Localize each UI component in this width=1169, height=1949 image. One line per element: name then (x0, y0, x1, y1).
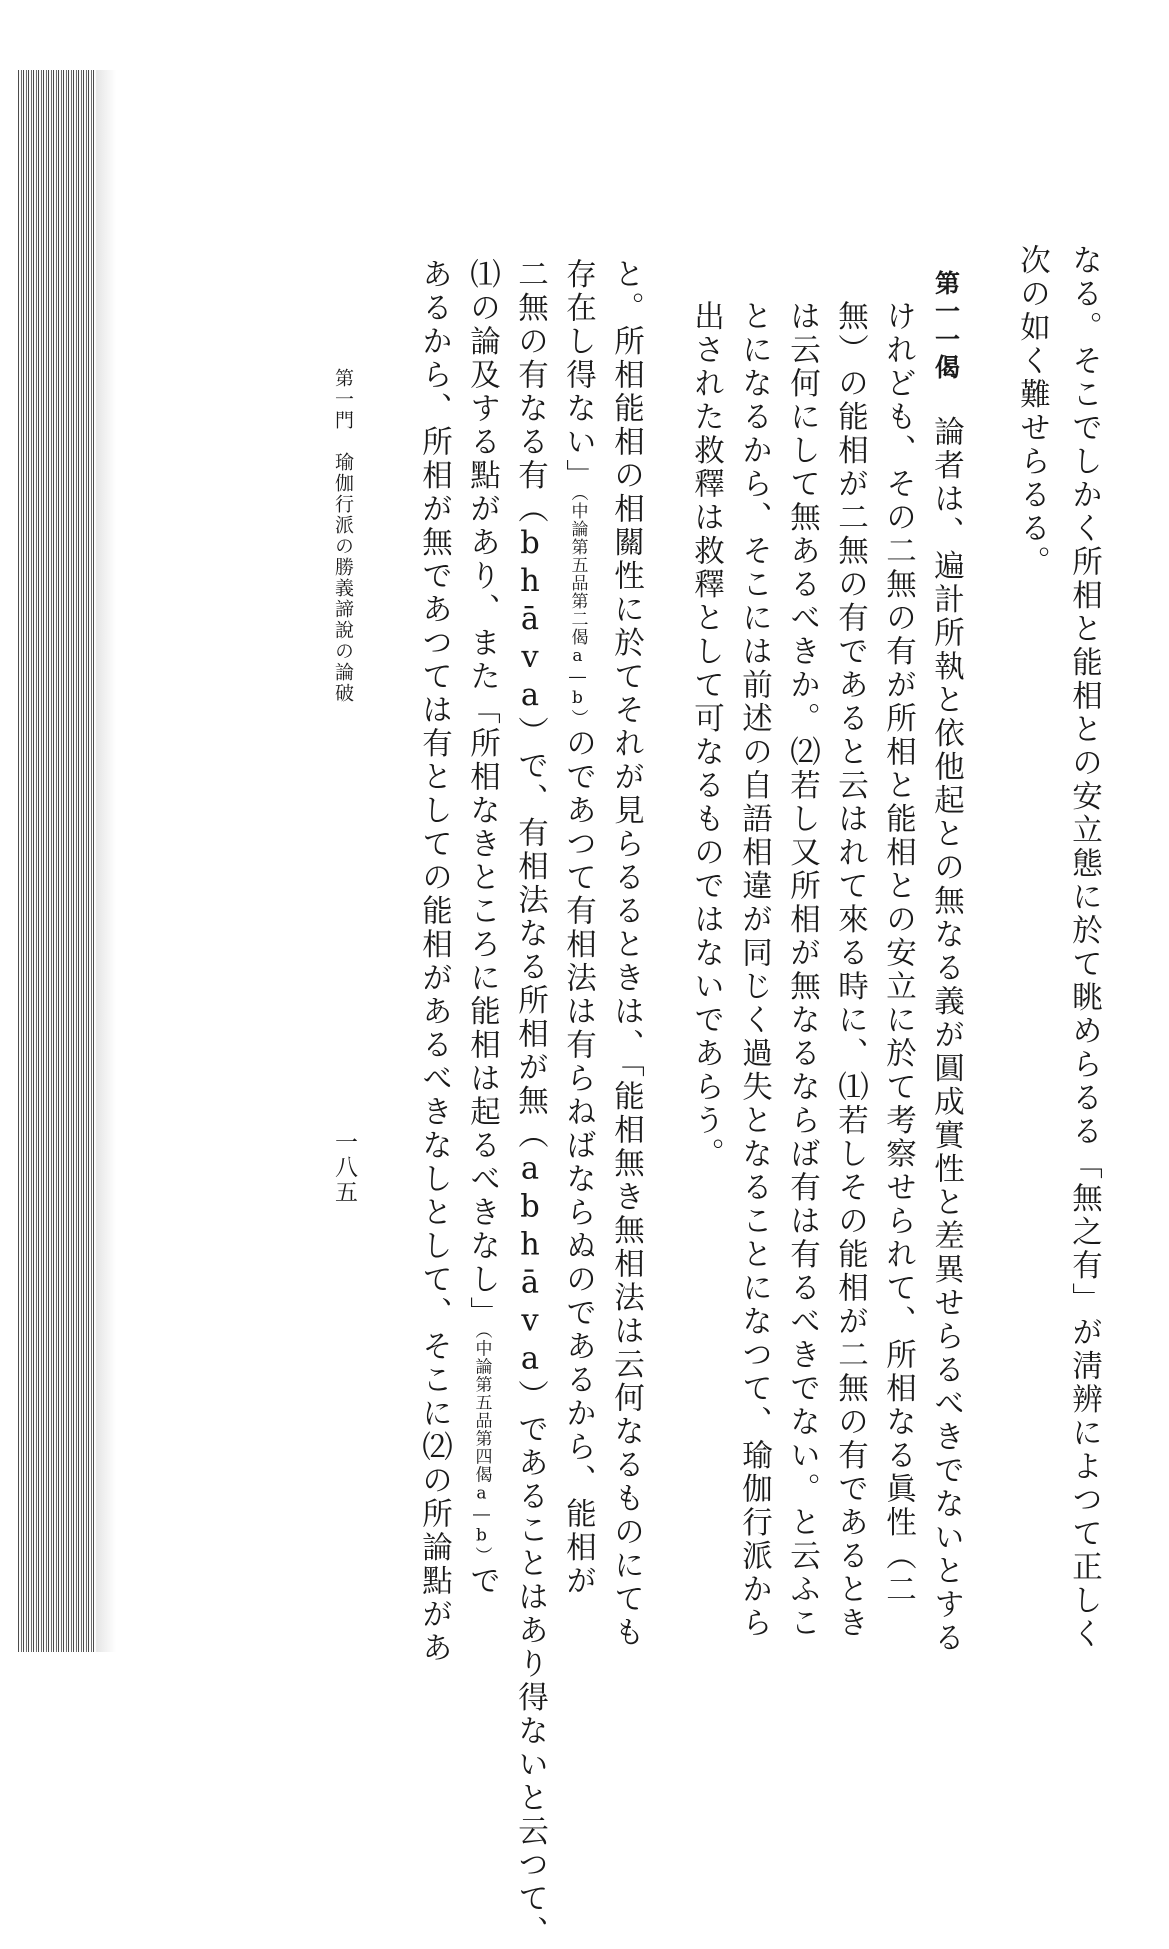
text-column-12-tail: で (464, 1564, 500, 1598)
text-column-3-body: 論者は、遍計所執と依他起との無なる義が圓成實性と差異せらるべきでないとする (928, 382, 964, 1655)
text-column-3 (928, 270, 964, 1655)
scan-binding-edge (18, 70, 96, 1652)
text-column-10-lead: 存在し得ない」 (560, 258, 596, 493)
text-column-10-tail: のであつて有相法は有らねばならぬのであるから、能相が (560, 727, 596, 1598)
text-column-4: けれども、その二無の有が所相と能相との安立に於て考察せられて、所相なる眞性（二 (880, 300, 916, 1607)
text-column-8: 出された救釋は救釋として可なるものではないであらう。 (688, 300, 724, 1171)
text-column-2: 次の如く難せらるる。 (1014, 244, 1050, 579)
scan-binding-shadow (96, 70, 116, 1652)
text-column-6: は云何にして無あるべきか。⑵若し又所相が無なるならば有は有るべきでない。と云ふこ (784, 300, 820, 1640)
text-column-12 (464, 258, 500, 1598)
text-column-10 (560, 258, 596, 1598)
running-head: 第一門 瑜伽行派の勝義諦說の論破 (332, 368, 354, 704)
text-column-1: なる。そこでしかく所相と能相との安立態に於て眺めらるる「無之有」が淸辨によつて正しく (1066, 244, 1102, 1651)
text-column-9: と。所相能相の相關性に於てそれが見らるるときは、「能相無き無相法は云何なるものにても (608, 258, 644, 1650)
citation-note: （中論第五品第四偈a―b） (471, 1330, 492, 1565)
citation-note: （中論第五品第二偈a―b） (567, 492, 588, 727)
text-column-7: とになるから、そこには前述の自語相違が同じく過失となることになつて、瑜伽行派から (736, 300, 772, 1640)
verse-heading: 第一一偈 (931, 270, 961, 382)
text-column-5: 無）の能相が二無の有であると云はれて來る時に、⑴若しその能相が二無の有であるとき (832, 300, 868, 1640)
page-number: 一八五 (331, 1130, 357, 1205)
text-column-12-lead: ⑴の論及する點があり、また「所相なきところに能相は起るべきなし」 (464, 258, 500, 1330)
text-column-11: 二無の有なる有（bhāva）で、有相法なる所相が無（abhāva）であることはあり得ないと云つて、 (512, 258, 548, 1949)
text-column-13: あるから、所相が無であつては有としての能相があるべきなしとして、そこに⑵の所論點があ (416, 258, 452, 1665)
